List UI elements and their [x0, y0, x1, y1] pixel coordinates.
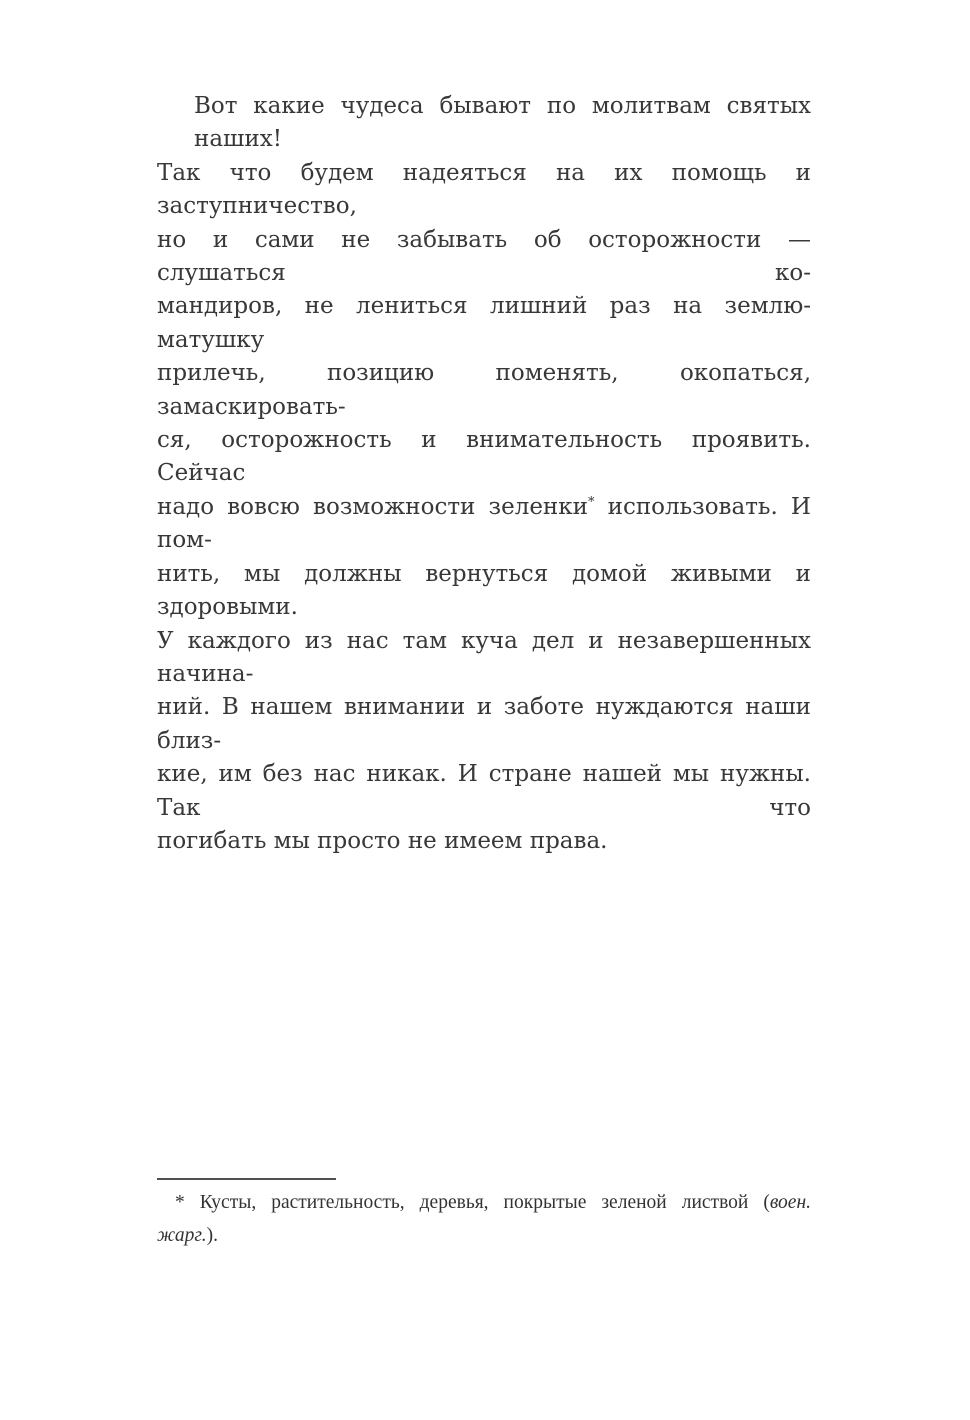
text-line: прилечь, позицию поменять, окопаться, замаскировать- [157, 360, 811, 420]
text-line: Вот какие чудеса бывают по молитвам святых наших! [194, 93, 811, 153]
text-line: погибать мы просто не имеем права. [157, 827, 608, 854]
main-paragraph [157, 90, 811, 858]
text-line: ся, осторожность и внимательность проявить. Сейчас [157, 427, 811, 487]
text-line-with-footnote-marker [157, 491, 811, 558]
footnote-separator-rule [157, 1178, 336, 1180]
footnote-text: Кусты, растительность, деревья, покрытые зеленой листвой ( [184, 1192, 770, 1213]
text-line: но и сами не забывать об осторожности — слушаться ко- [157, 226, 811, 287]
footnote-line [157, 1219, 811, 1252]
text-line: нить, мы должны вернуться домой живыми и здоровыми. [157, 560, 811, 621]
footnote-line [157, 1186, 811, 1219]
footnote [157, 1178, 811, 1252]
footnote-text-italic: жарг. [157, 1225, 207, 1246]
line-text: использовать. И пом- [157, 493, 811, 554]
line-text: надо вовсю возможности зеленки [157, 493, 588, 520]
text-line: мандиров, не лениться лишний раз на землю-матушку [157, 293, 811, 353]
footnote-text-italic: воен. [769, 1192, 811, 1213]
text-line: ний. В нашем внимании и заботе нуждаются наши близ- [157, 694, 811, 754]
footnote-text: ). [206, 1225, 218, 1246]
footnote-marker: * [587, 494, 595, 510]
text-line: кие, им без нас никак. И стране нашей мы нужны. Так что [157, 761, 811, 821]
footnote-marker: * [175, 1192, 185, 1213]
text-line: Так что будем надеяться на их помощь и заступничество, [157, 159, 811, 220]
text-line: У каждого из нас там куча дел и незавершенных начина- [157, 627, 811, 687]
